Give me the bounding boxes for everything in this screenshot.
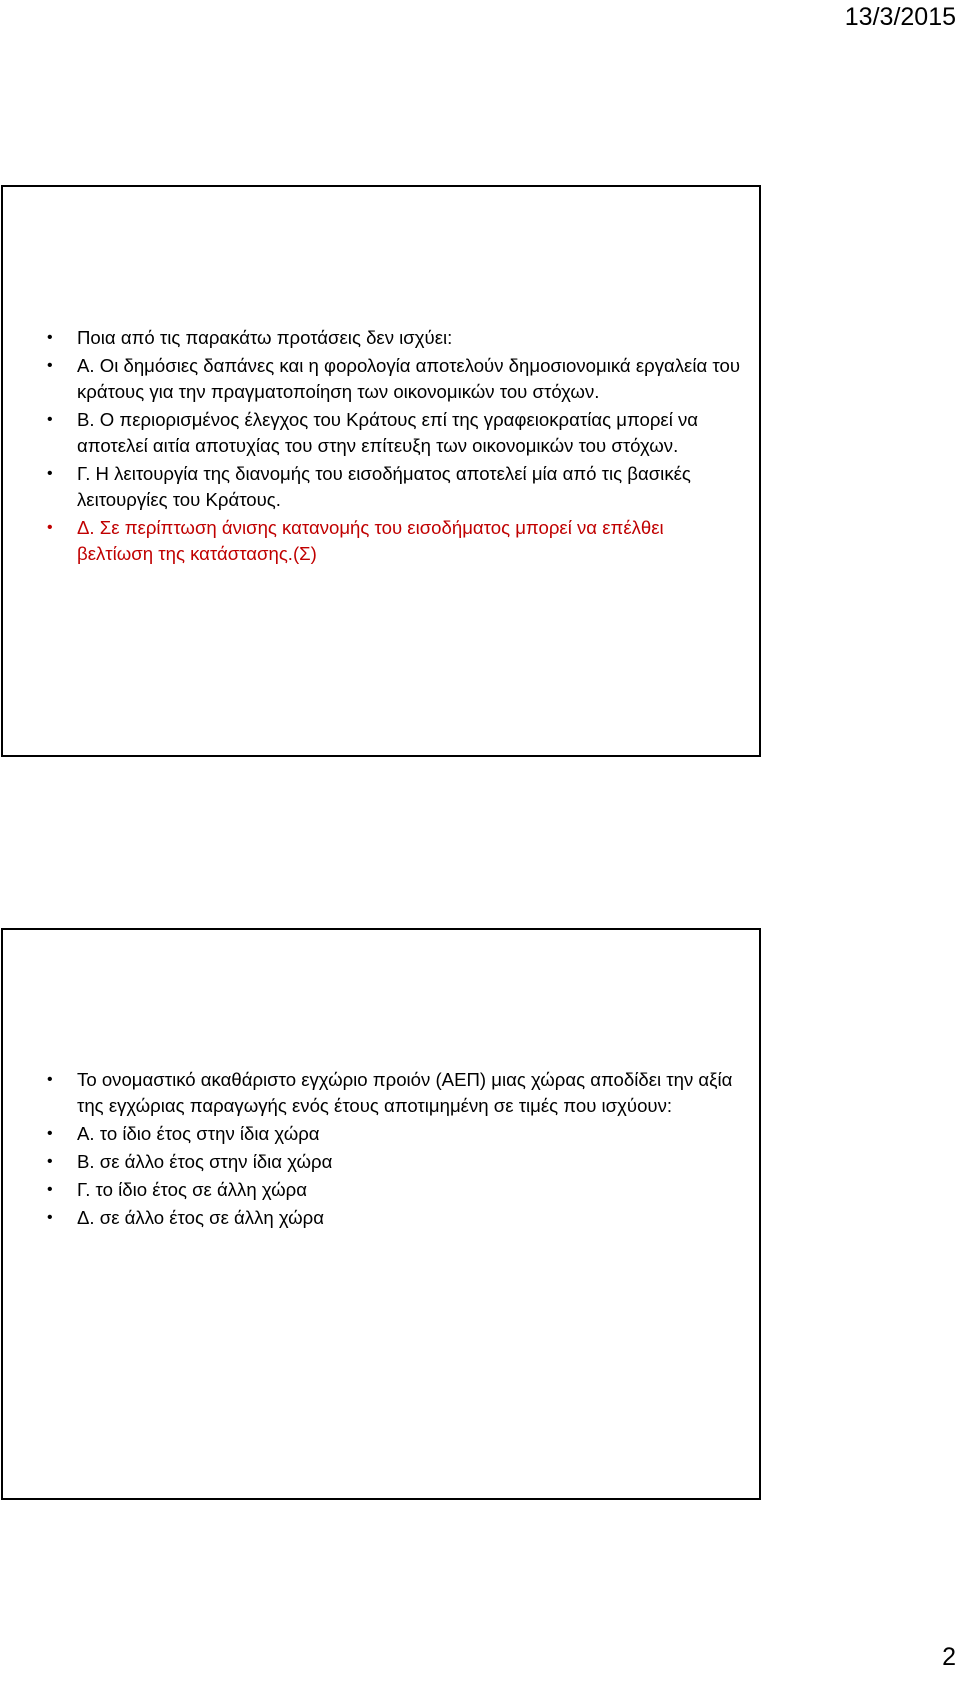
list-item: [47, 1121, 741, 1147]
bullet-icon: •: [47, 465, 53, 482]
slide-question-1: [1, 185, 761, 757]
bullet-icon: •: [47, 1209, 53, 1226]
list-item: [47, 461, 741, 513]
list-item: [47, 1177, 741, 1203]
bullet-icon: •: [47, 329, 53, 346]
bullet-icon: •: [47, 1153, 53, 1170]
bullet-icon: •: [47, 1071, 53, 1088]
list-item: [47, 1067, 741, 1119]
list-item: [47, 1149, 741, 1175]
bullet-icon: •: [47, 357, 53, 374]
option-c-text: Γ. Η λειτουργία της διανομής του εισοδήματος αποτελεί μία από τις βασικές λειτουργίες του Κράτους.: [77, 463, 691, 510]
bullet-list: [47, 325, 741, 569]
bullet-list: [47, 1067, 741, 1233]
option-c-text: Γ. το ίδιο έτος σε άλλη χώρα: [77, 1179, 307, 1200]
option-b-text: Β. Ο περιορισμένος έλεγχος του Κράτους επί της γραφειοκρατίας μπορεί να αποτελεί αιτία αποτυχίας του στην επίτευξη των οικονομικών του στόχων.: [77, 409, 699, 456]
list-item: [47, 353, 741, 405]
list-item: [47, 325, 741, 351]
question-text: Το ονομαστικό ακαθάριστο εγχώριο προιόν (ΑΕΠ) μιας χώρας αποδίδει την αξία της εγχώριας παραγωγής ενός έτους αποτιμημένη σε τιμές που ισχύουν:: [77, 1069, 733, 1116]
bullet-icon: •: [47, 1181, 53, 1198]
question-text: Ποια από τις παρακάτω προτάσεις δεν ισχύει:: [77, 327, 453, 348]
option-a-text: Α. το ίδιο έτος στην ίδια χώρα: [77, 1123, 320, 1144]
option-d-text: Δ. Σε περίπτωση άνισης κατανομής του εισοδήματος μπορεί να επέλθει βελτίωση της κατάστασης.(Σ): [77, 517, 664, 564]
page-date: 13/3/2015: [844, 3, 956, 31]
slide-question-2: [1, 928, 761, 1500]
list-item: [47, 407, 741, 459]
page-number: 2: [942, 1643, 956, 1671]
bullet-icon: •: [47, 1125, 53, 1142]
list-item-answer: [47, 515, 741, 567]
bullet-icon: •: [47, 519, 53, 536]
option-b-text: Β. σε άλλο έτος στην ίδια χώρα: [77, 1151, 333, 1172]
list-item: [47, 1205, 741, 1231]
bullet-icon: •: [47, 411, 53, 428]
option-d-text: Δ. σε άλλο έτος σε άλλη χώρα: [77, 1207, 324, 1228]
option-a-text: Α. Οι δημόσιες δαπάνες και η φορολογία αποτελούν δημοσιονομικά εργαλεία του κράτους για την πραγματοποίηση των οικονομικών του στόχων.: [77, 355, 740, 402]
